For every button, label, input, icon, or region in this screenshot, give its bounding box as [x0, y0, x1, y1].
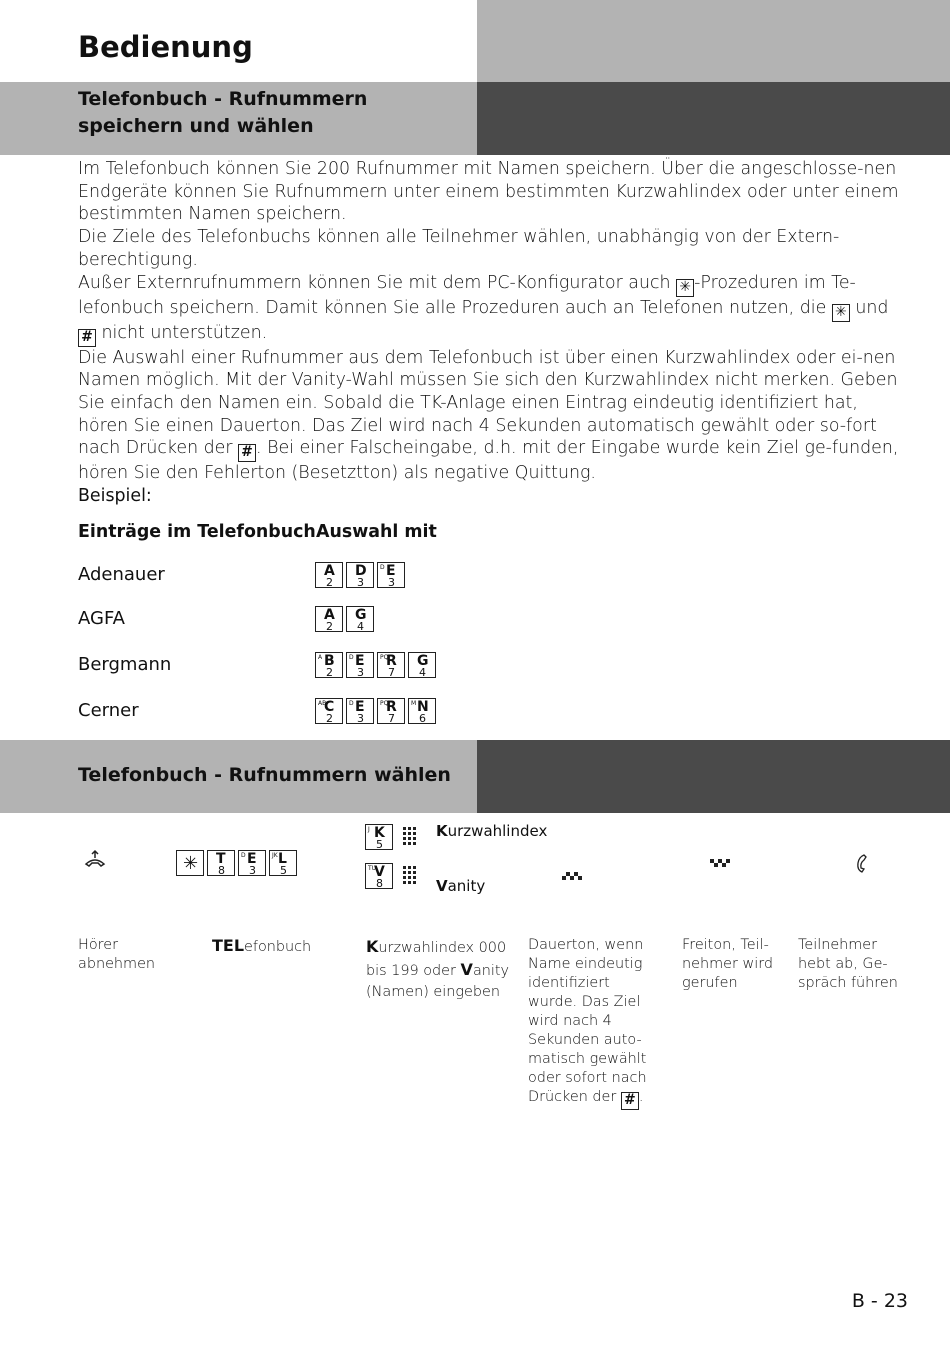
entry-keys	[315, 652, 436, 678]
dauerton-icon	[562, 868, 582, 887]
dial-key: PQ R 7	[377, 698, 405, 724]
vanity-label: Vanity	[436, 877, 486, 895]
keypad-icon	[402, 826, 418, 851]
step-hoerer-abnehmen: Hörer abnehmen	[78, 937, 156, 972]
dial-key: PQ R 7	[377, 652, 405, 678]
section2-title: Telefonbuch - Rufnummern wählen	[78, 764, 451, 786]
dial-key: G 4	[408, 652, 436, 678]
dial-key: TU V 8	[365, 863, 393, 889]
k-key	[365, 824, 393, 850]
step-gespraech: Teilnehmer hebt ab, Ge-spräch führen	[798, 937, 898, 991]
dial-key: AB C 2	[315, 698, 343, 724]
hash-key-icon: #	[621, 1092, 639, 1110]
paragraph-4: Die Auswahl einer Rufnummer aus dem Telefonbuch ist über einen Kurzwahlindex oder ei-nen Namen möglich. Mit der Vanity-Wahl müssen Sie sich den Kurzwahlindex nicht merken. Geben Sie einfach den Namen ein. Sobald die TK-Anlage einen Eintrag eindeutig identifiziert hat, hören Sie einen Dauerton. Das Ziel wird nach 4 Sekunden automatisch gewählt oder so-fort nach Drücken der # . Bei einer Falscheingabe, d.h. mit der Eingabe wurde kein Ziel ge-funden, hören Sie den Fehlerton (Besetztton) als negative Quittung.	[78, 347, 899, 484]
page-number: B - 23	[851, 1290, 908, 1312]
hash-key-icon: #	[238, 444, 256, 462]
star-key: ✳	[176, 850, 204, 876]
telefonbuch-key-sequence	[176, 850, 297, 876]
dial-key: D E 3	[238, 850, 266, 876]
star-key-icon: ✳	[676, 279, 694, 297]
table-header-selection: Auswahl mit	[316, 522, 437, 542]
entry-name: Bergmann	[78, 654, 172, 675]
dial-key: A B 2	[315, 652, 343, 678]
section1-band-dark	[477, 82, 950, 155]
freiton-icon	[710, 855, 730, 874]
kurzwahlindex-label: Kurzwahlindex	[436, 822, 548, 840]
step-telefonbuch: TELefonbuch	[212, 936, 312, 955]
dial-key: D E 3	[346, 652, 374, 678]
header-band-light	[477, 0, 950, 82]
step-eingabe: Kurzwahlindex 000 bis 199 oder Vanity (Namen) eingeben	[366, 937, 510, 1000]
handset-lift-icon	[84, 848, 106, 875]
example-label: Beispiel:	[78, 486, 152, 506]
paragraph-2: Die Ziele des Telefonbuchs können alle Teilnehmer wählen, unabhängig von der Extern-berechtigung.	[78, 227, 840, 270]
dial-key: D E 3	[377, 562, 405, 588]
keypad-icon	[402, 865, 418, 890]
table-header-entries: Einträge im Telefonbuch	[78, 522, 316, 542]
entry-keys	[315, 562, 405, 588]
dial-key: JK L 5	[269, 850, 297, 876]
body-text	[78, 158, 908, 485]
dial-key: D 3	[346, 562, 374, 588]
step-freiton: Freiton, Teil-nehmer wird gerufen	[682, 937, 774, 991]
v-key	[365, 863, 393, 889]
dial-key: T 8	[207, 850, 235, 876]
handset-talk-icon	[856, 853, 868, 877]
dial-key: D E 3	[346, 698, 374, 724]
entry-name: Adenauer	[78, 564, 165, 585]
star-key-icon: ✳	[832, 304, 850, 322]
paragraph-1: Im Telefonbuch können Sie 200 Rufnummer mit Namen speichern. Über die angeschlosse-nen Endgeräte können Sie Rufnummern unter einem bestimmten Kurzwahlindex oder unter einem bestimmten Namen speichern.	[78, 159, 899, 225]
step-dauerton: Dauerton, wenn Name eindeutig identifiziert wurde. Das Ziel wird nach 4 Sekunden auto-matisch gewählt oder sofort nach Drücken der # .	[528, 937, 647, 1108]
entry-keys	[315, 698, 436, 724]
dial-key: J K 5	[365, 824, 393, 850]
paragraph-3: Außer Externrufnummern können Sie mit dem PC-Konfigurator auch ✳ -Prozeduren im Te-lefonbuch speichern. Damit können Sie alle Prozeduren auch an Telefonen nutzen, die ✳ und # nicht unterstützen.	[78, 272, 889, 345]
page-title: Bedienung	[78, 30, 253, 64]
section1-title: Telefonbuch - Rufnummern speichern und wählen	[78, 88, 368, 137]
section2-band-dark	[477, 740, 950, 813]
entry-name: AGFA	[78, 608, 125, 629]
entry-name: Cerner	[78, 700, 139, 721]
dial-key: A 2	[315, 562, 343, 588]
dial-key: M N 6	[408, 698, 436, 724]
entry-keys	[315, 606, 374, 632]
dial-key: A 2	[315, 606, 343, 632]
dial-key: G 4	[346, 606, 374, 632]
hash-key-icon: #	[78, 329, 96, 347]
